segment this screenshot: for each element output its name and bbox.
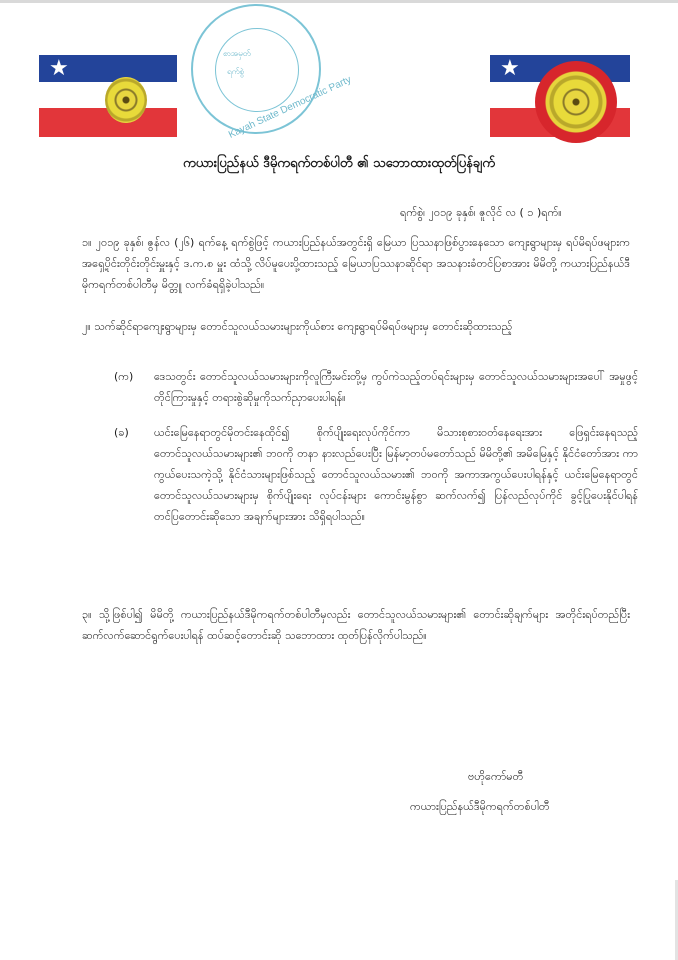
scan-top-edge: [0, 0, 678, 3]
subitem-label: (က): [114, 370, 134, 383]
document-date: ရက်စွဲ၊ ၂၀၁၉ ခုနှစ်၊ ဇူလိုင် လ ( ၁ )ရက်။: [400, 206, 562, 219]
subitem-text: ဒေသတွင်း တောင်သူလယ်သမားများကိုလူကြီးမင်းတို့မှ ကွပ်ကဲသည့်တပ်ရင်းများမှ တောင်သူလယ်သမားများအပေါ် အမှုဖွင့်တိုင်ကြားမှုနှင့် တရားစွဲဆိုမှုကိုသက်ညှာပေးပါရန်။: [154, 370, 638, 404]
party-stamp: [191, 4, 354, 141]
stamp-field-number: စာအမှတ်: [223, 49, 251, 58]
party-emblem-icon: [535, 61, 617, 143]
paragraph-1: ၁။ ၂၀၁၉ ခုနှစ်၊ ဇွန်လ (၂၆) ရက်နေ့ ရက်စွဲဖြင့် ကယားပြည်နယ်အတွင်းရှိ မြေယာ ပြဿနာဖြစ်ပွားနေသော ကျေးရွာများမှ ရပ်မိရပ်ဖများက အရှေ့ပိုင်းတိုင်းတိုင်းမှူးနှင့် ဒ.က.စ မှူး ထံသို့ လိပ်မူပေးပို့ထားသည့် မြေယာပြဿနာဆိုင်ရာ အသနားခံတင်ပြစာအား မိမိတို့ ကယားပြည်နယ်ဒီမိုကရက်တစ်ပါတီမှ မိတ္တူ လက်ခံရရှိခဲ့ပါသည်။: [82, 236, 630, 291]
subitem-text: ယင်းမြေနေရာတွင်မိုတင်းနေထိုင်၍ စိုက်ပျိုးရေးလုပ်ကိုင်ကာ မိသားစုစားဝတ်နေရေးအား ဖြေရှင်းနေရသည့် တောင်သူလယ်သမားများ၏ ဘဝကို တနာ နားလည်ပေးပြီး မြန်မာ့တပ်မတော်သည် မိမိတို့၏ အမိမြေနှင့် နိုင်ငံတော်အား ကာကွယ်ပေးသကဲ့သို့ နိုင်ငံသားများဖြစ်သည့် တောင်သူလယ်သမား၏ ဘဝကို အကာအကွယ်ပေးပါရန်နှင့် ယင်းမြေနေရာတွင် တောင်သူလယ်သမားများမှ စိုက်ပျိုးရေး လုပ်ငန်းများ ကောင်းမွန်စွာ ဆက်လက်၍ ပြန်လည်လုပ်ကိုင် ခွင့်ပြုပေးနိုင်ပါရန် တင်ပြတောင်းဆိုသော အချက်များအား သိရှိရပါသည်။: [154, 426, 638, 523]
signature-organization: ကယားပြည်နယ်ဒီမိုကရက်တစ်ပါတီ: [410, 800, 550, 813]
paragraph-3: ၃။ သို့ဖြစ်ပါ၍ မိမိတို့ ကယားပြည်နယ်ဒီမိုကရက်တစ်ပါတီမှလည်း တောင်သူလယ်သမားများ၏ တောင်းဆိုချက်များ အတိုင်းရပ်တည်ပြီး ဆက်လက်ဆောင်ရွက်ပေးပါရန် ထပ်ဆင့်တောင်းဆို သဘောထား ထုတ်ပြန်လိုက်ပါသည်။: [82, 608, 630, 642]
paragraph-2: ၂။ သက်ဆိုင်ရာကျေးရွာများမှ တောင်သူလယ်သမားများကိုယ်စား ကျေးရွာရပ်မိရပ်ဖများမှ တောင်းဆိုထားသည့်: [82, 320, 513, 333]
stamp-field-date: ရက်စွဲ: [227, 67, 244, 76]
party-flag-right: [490, 55, 630, 137]
document-title: ကယားပြည်နယ် ဒီမိုကရက်တစ်ပါတီ ၏ သဘောထားထုတ်ပြန်ချက်: [183, 156, 495, 171]
kayah-flag-left: [39, 55, 177, 137]
star-icon: ★: [49, 56, 69, 81]
star-icon: ★: [500, 56, 520, 81]
wheel-emblem-icon: [105, 77, 147, 123]
subitem-label: (ခ): [114, 426, 129, 439]
stamp-english-text: Kayah State Democratic Party: [226, 74, 354, 141]
signature-role: ဗဟိုကော်မတီ: [468, 770, 524, 783]
